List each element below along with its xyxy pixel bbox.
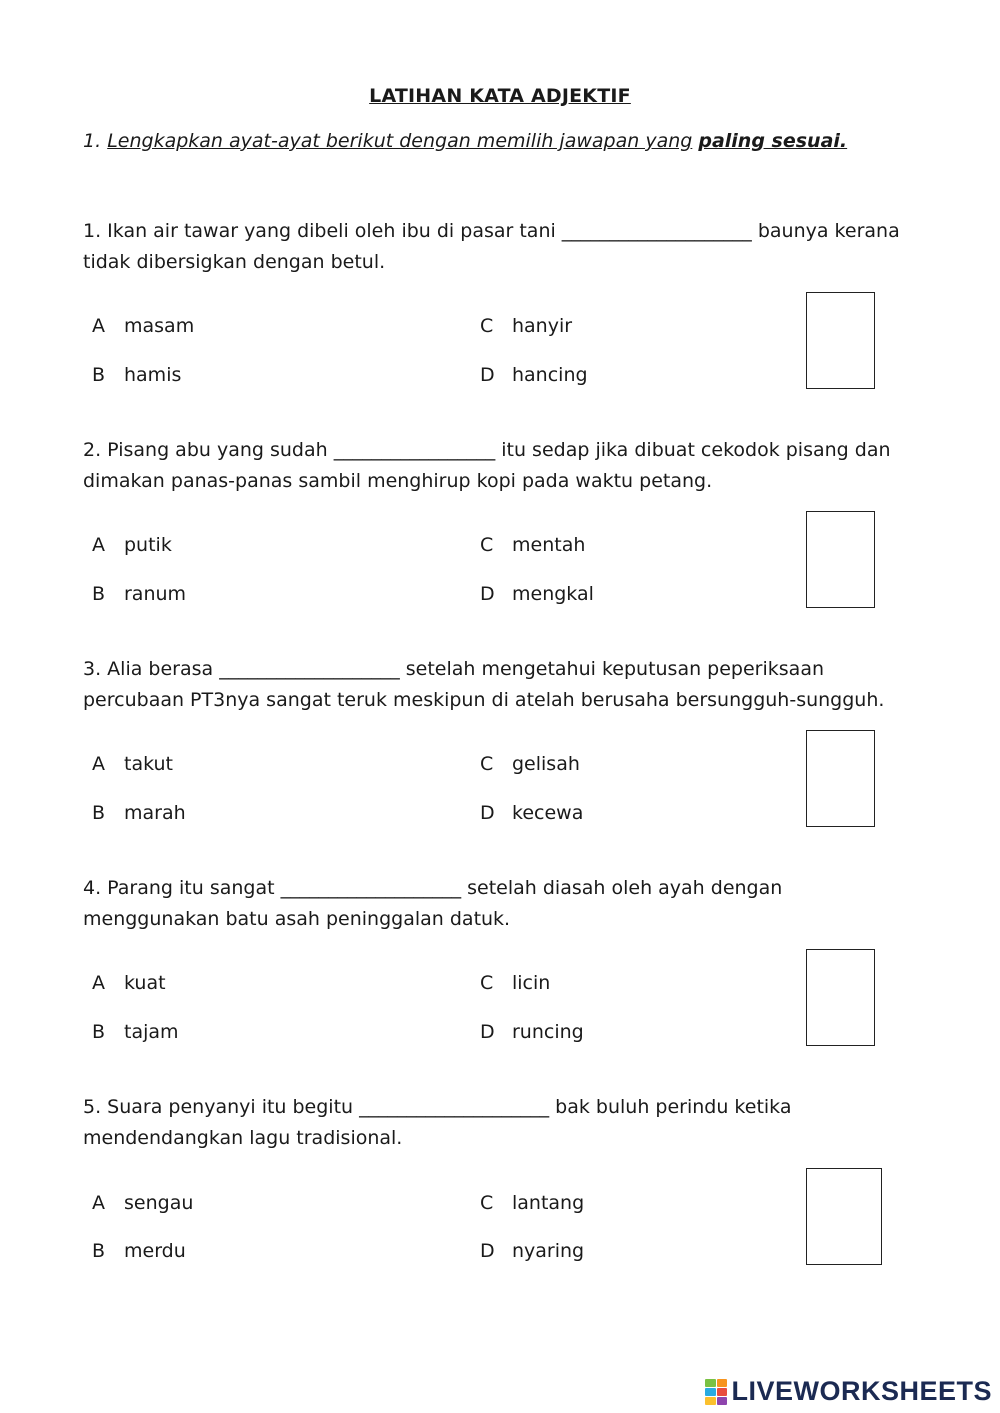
instruction-bold: paling sesuai. (698, 130, 848, 152)
option-2a[interactable] (92, 534, 172, 556)
option-4a[interactable] (92, 972, 166, 994)
option-1b[interactable] (92, 364, 181, 386)
option-letter: A (92, 534, 105, 556)
option-letter: D (480, 1021, 495, 1043)
option-text: marah (124, 802, 186, 824)
option-letter: B (92, 583, 106, 605)
question-4 (83, 873, 943, 935)
option-text: sengau (124, 1192, 194, 1214)
option-text: licin (512, 972, 551, 994)
worksheet-title: LATIHAN KATA ADJEKTIF (369, 85, 631, 107)
question-1-line2: tidak dibersigkan dengan betul. (83, 251, 386, 273)
option-letter: C (480, 972, 494, 994)
question-3-line1: 3. Alia berasa ___________________ setelah mengetahui keputusan peperiksaan (83, 658, 824, 680)
option-4d[interactable] (480, 1021, 584, 1043)
option-5b[interactable] (92, 1240, 186, 1262)
option-letter: B (92, 802, 106, 824)
answer-box-3[interactable] (806, 730, 875, 827)
option-3d[interactable] (480, 802, 583, 824)
option-letter: C (480, 315, 494, 337)
option-letter: B (92, 1240, 106, 1262)
option-letter: D (480, 364, 495, 386)
option-text: masam (124, 315, 195, 337)
option-letter: A (92, 753, 105, 775)
option-3c[interactable] (480, 753, 580, 775)
instruction-number: 1. (83, 130, 102, 152)
option-text: kecewa (512, 802, 584, 824)
option-letter: B (92, 1021, 106, 1043)
question-1-line1: 1. Ikan air tawar yang dibeli oleh ibu di pasar tani ____________________ baunya kerana (83, 220, 900, 242)
question-5-line2: mendendangkan lagu tradisional. (83, 1127, 403, 1149)
option-text: putik (124, 534, 172, 556)
option-letter: D (480, 583, 495, 605)
question-2-line2: dimakan panas-panas sambil menghirup kopi pada waktu petang. (83, 470, 713, 492)
option-letter: A (92, 972, 105, 994)
answer-box-2[interactable] (806, 511, 875, 608)
option-2b[interactable] (92, 583, 186, 605)
option-text: merdu (124, 1240, 186, 1262)
option-text: gelisah (512, 753, 580, 775)
option-text: hancing (512, 364, 588, 386)
option-text: ranum (124, 583, 187, 605)
option-text: hamis (124, 364, 182, 386)
instruction (83, 130, 847, 152)
question-3-line2: percubaan PT3nya sangat teruk meskipun di atelah berusaha bersungguh-sungguh. (83, 689, 885, 711)
option-letter: B (92, 364, 106, 386)
option-text: takut (124, 753, 174, 775)
option-letter: C (480, 534, 494, 556)
option-2d[interactable] (480, 583, 594, 605)
option-2c[interactable] (480, 534, 585, 556)
option-letter: C (480, 1192, 494, 1214)
option-4b[interactable] (92, 1021, 179, 1043)
question-2 (83, 435, 943, 497)
question-2-line1: 2. Pisang abu yang sudah _________________ itu sedap jika dibuat cekodok pisang dan (83, 439, 891, 461)
answer-box-4[interactable] (806, 949, 875, 1046)
option-text: hanyir (512, 315, 573, 337)
option-3b[interactable] (92, 802, 186, 824)
option-5d[interactable] (480, 1240, 584, 1262)
answer-box-1[interactable] (806, 292, 875, 389)
liveworksheets-logo-icon (705, 1379, 727, 1405)
option-text: kuat (124, 972, 166, 994)
option-4c[interactable] (480, 972, 550, 994)
question-4-line2: menggunakan batu asah peninggalan datuk. (83, 908, 511, 930)
option-letter: D (480, 1240, 495, 1262)
option-text: lantang (512, 1192, 585, 1214)
option-letter: A (92, 1192, 105, 1214)
option-3a[interactable] (92, 753, 173, 775)
option-letter: C (480, 753, 494, 775)
question-1 (83, 216, 943, 278)
option-1d[interactable] (480, 364, 588, 386)
option-text: mentah (512, 534, 586, 556)
option-text: mengkal (512, 583, 594, 605)
brand-text: LIVEWORKSHEETS (731, 1376, 992, 1406)
option-5c[interactable] (480, 1192, 584, 1214)
option-text: runcing (512, 1021, 584, 1043)
question-5-line1: 5. Suara penyanyi itu begitu ____________________ bak buluh perindu ketika (83, 1096, 792, 1118)
option-letter: A (92, 315, 105, 337)
question-4-line1: 4. Parang itu sangat ___________________ setelah diasah oleh ayah dengan (83, 877, 783, 899)
liveworksheets-brand[interactable] (705, 1376, 992, 1407)
question-5 (83, 1092, 943, 1154)
option-1c[interactable] (480, 315, 572, 337)
option-1a[interactable] (92, 315, 194, 337)
option-5a[interactable] (92, 1192, 193, 1214)
option-letter: D (480, 802, 495, 824)
question-3 (83, 654, 943, 716)
instruction-text: Lengkapkan ayat-ayat berikut dengan memilih jawapan yang (107, 130, 693, 152)
option-text: tajam (124, 1021, 179, 1043)
answer-box-5[interactable] (806, 1168, 882, 1265)
option-text: nyaring (512, 1240, 585, 1262)
